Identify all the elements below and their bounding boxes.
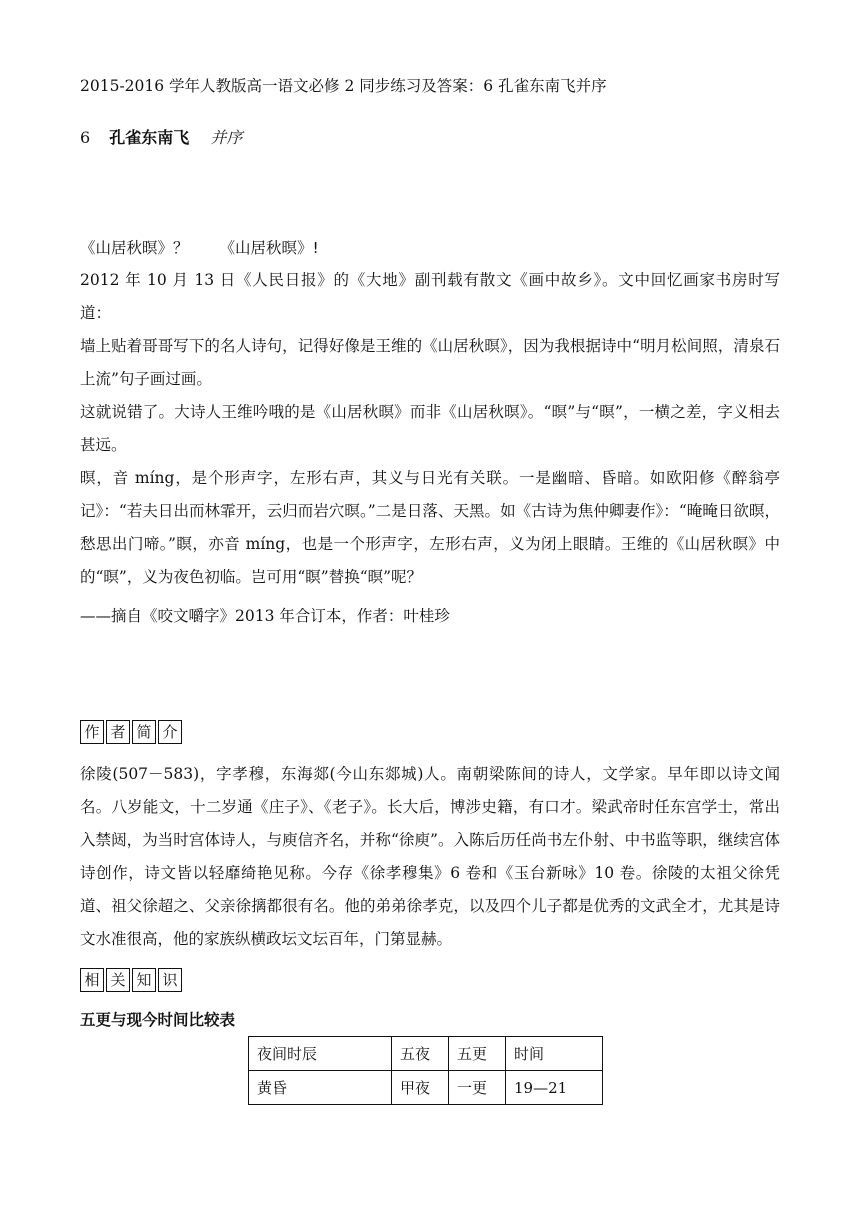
table-row xyxy=(249,1071,603,1105)
lesson-subtitle: 并序 xyxy=(210,128,243,147)
label-char: 简 xyxy=(132,720,156,744)
table-header-cell: 夜间时辰 xyxy=(249,1037,392,1071)
label-char: 知 xyxy=(132,968,156,992)
story-paragraph-4: 暝，音 míng，是个形声字，左形右声，其义与日光有关联。一是幽暗、昏暗。如欧阳修《醉翁亭记》：“若夫日出而林霏开，云归而岩穴暝。”二是日落、天黑。如《古诗为焦仲卿妻作》：“晻晻日欲暝，愁思出门啼。”瞑，亦音 míng，也是一个形声字，左形右声，义为闭上眼睛。王维的《山居秋暝》中的“暝”，义为夜色初临。岂可用“瞑”替换“暝”呢？ xyxy=(80,469,780,586)
knowledge-section-label xyxy=(80,968,182,992)
story-paragraph-2: 墙上贴着哥哥写下的名人诗句，记得好像是王维的《山居秋暝》，因为我根据诗中“明月松间照，清泉石上流”句子画过画。 xyxy=(80,337,780,388)
story-paragraph-3: 这就说错了。大诗人王维吟哦的是《山居秋暝》而非《山居秋暝》。“暝”与“暝”，一横之差，字义相去甚远。 xyxy=(80,403,780,454)
table-cell: 一更 xyxy=(449,1071,506,1105)
story-title-right: 《山居秋暝》! xyxy=(219,239,319,257)
label-char: 关 xyxy=(106,968,130,992)
lesson-main-title: 孔雀东南飞 xyxy=(109,128,190,147)
story-source: ——摘自《咬文嚼字》2013 年合订本，作者：叶桂珍 xyxy=(80,607,450,625)
story-paragraph-1: 2012 年 10 月 13 日《人民日报》的《大地》副刊载有散文《画中故乡》。文中回忆画家书房时写道： xyxy=(80,271,780,322)
label-char: 相 xyxy=(80,968,104,992)
table-cell: 甲夜 xyxy=(392,1071,449,1105)
table-cell: 黄昏 xyxy=(249,1071,392,1105)
time-comparison-table xyxy=(248,1036,603,1105)
table-header-row xyxy=(249,1037,603,1071)
story-title xyxy=(80,238,319,258)
author-bio: 徐陵(507－583)，字孝穆，东海郯(今山东郯城)人。南朝梁陈间的诗人，文学家。早年即以诗文闻名。八岁能文，十二岁通《庄子》、《老子》。长大后，博涉史籍，有口才。梁武帝时任东宫学士，常出入禁闼，为当时宫体诗人，与庾信齐名，并称“徐庾”。入陈后历任尚书左仆射、中书监等职，继续宫体诗创作，诗文皆以轻靡绮艳见称。今存《徐孝穆集》6 卷和《玉台新咏》10 卷。徐陵的太祖父徐凭道、祖父徐超之、父亲徐摛都很有名。他的弟弟徐孝克，以及四个儿子都是优秀的文武全才，尤其是诗文水准很高，他的家族纵横政坛文坛百年，门第显赫。 xyxy=(80,765,780,948)
label-char: 识 xyxy=(158,968,182,992)
document-header: 2015-2016 学年人教版高一语文必修 2 同步练习及答案：6 孔雀东南飞并序 xyxy=(80,77,607,95)
table-cell: 19—21 xyxy=(506,1071,603,1105)
label-char: 介 xyxy=(158,720,182,744)
label-char: 者 xyxy=(106,720,130,744)
author-section-label xyxy=(80,720,182,744)
lesson-title xyxy=(80,128,242,148)
lesson-number: 6 xyxy=(80,128,91,147)
table-header-cell: 时间 xyxy=(506,1037,603,1071)
table-header-cell: 五更 xyxy=(449,1037,506,1071)
story-title-wrong: 《山居秋暝》？ xyxy=(80,239,189,257)
label-char: 作 xyxy=(80,720,104,744)
table-caption: 五更与现今时间比较表 xyxy=(80,1011,236,1029)
table-header-cell: 五夜 xyxy=(392,1037,449,1071)
